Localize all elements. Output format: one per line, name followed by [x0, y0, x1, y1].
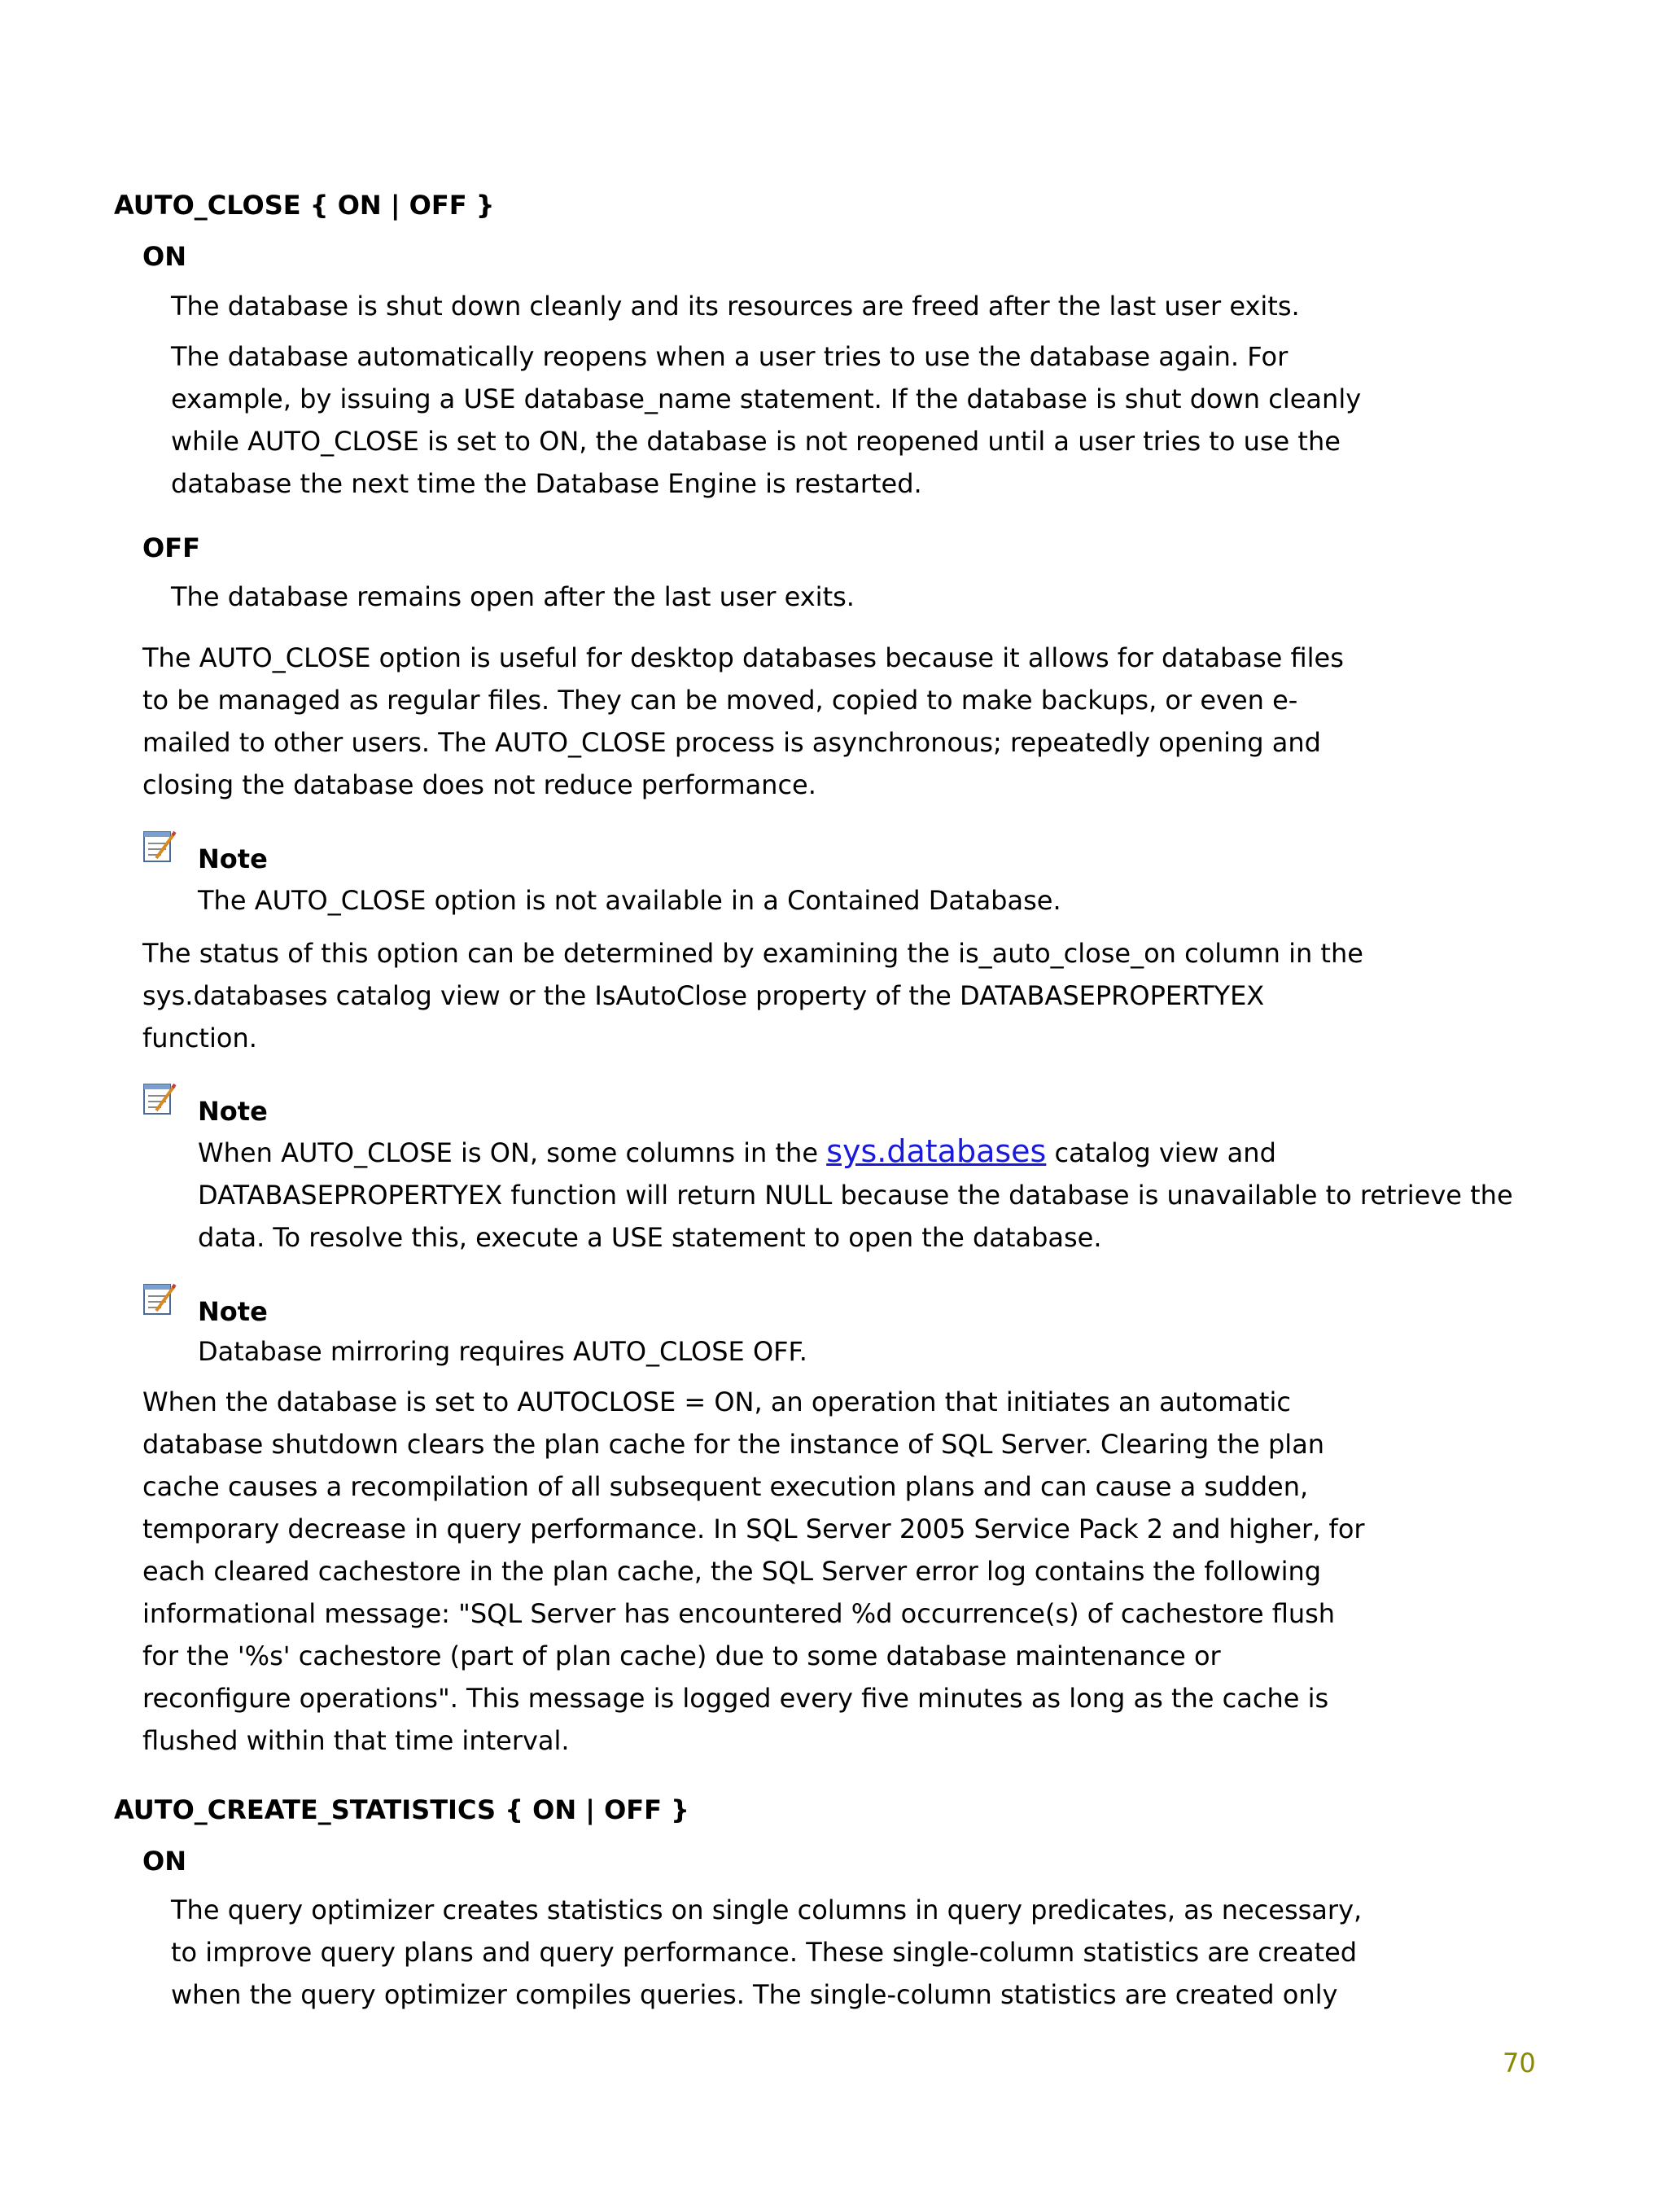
- text-line: function.: [142, 1023, 257, 1053]
- term-on: ON: [142, 1846, 186, 1877]
- text-line: database shutdown clears the plan cache for the instance of SQL Server. Clearing the plan: [142, 1429, 1325, 1460]
- term-on: ON: [142, 241, 186, 272]
- plan-cache-paragraph: [142, 1381, 1365, 1762]
- text-line: Database mirroring requires AUTO_CLOSE OFF.: [198, 1336, 807, 1367]
- text-line: mailed to other users. The AUTO_CLOSE process is asynchronous; repeatedly opening and: [142, 727, 1321, 758]
- statistics-on-description: [171, 1889, 1363, 2016]
- text-line: sys.databases catalog view or the IsAutoClose property of the DATABASEPROPERTYEX: [142, 980, 1265, 1011]
- text-line: The database is shut down cleanly and its resources are freed after the last user exits.: [171, 291, 1300, 322]
- text-line: [198, 1130, 1443, 1174]
- text-line: each cleared cachestore in the plan cache, the SQL Server error log contains the following: [142, 1556, 1322, 1587]
- on-description-2: [171, 335, 1362, 505]
- text-fragment: When AUTO_CLOSE is ON, some columns in the: [198, 1137, 827, 1168]
- sys-databases-link[interactable]: sys.databases: [826, 1133, 1047, 1169]
- note-title: Note: [198, 1096, 268, 1127]
- text-line: for the '%s' cachestore (part of plan cache) due to some database maintenance or: [142, 1640, 1221, 1671]
- term-off: OFF: [142, 532, 200, 563]
- section-heading-auto-create-statistics: AUTO_CREATE_STATISTICS { ON | OFF }: [114, 1794, 689, 1825]
- text-line: database the next time the Database Engine is restarted.: [171, 468, 922, 499]
- text-line: The database remains open after the last user exits.: [171, 581, 855, 612]
- text-line: temporary decrease in query performance. In SQL Server 2005 Service Pack 2 and higher, for: [142, 1513, 1365, 1544]
- note-text: [198, 879, 1443, 922]
- usage-paragraph: [142, 637, 1344, 806]
- text-line: to be managed as regular files. They can be moved, copied to make backups, or even e-: [142, 685, 1298, 716]
- note-text: [198, 1130, 1513, 1259]
- text-line: to improve query plans and query performance. These single-column statistics are created: [171, 1937, 1358, 1968]
- text-line: flushed within that time interval.: [142, 1725, 570, 1756]
- section-heading-auto-close: AUTO_CLOSE { ON | OFF }: [114, 190, 495, 221]
- note-title: Note: [198, 843, 268, 874]
- note-text: [198, 1330, 1443, 1373]
- page-number: 70: [1503, 2048, 1536, 2078]
- text-line: reconfigure operations". This message is logged every five minutes as long as the cache is: [142, 1683, 1329, 1714]
- on-description-1: [171, 285, 1310, 327]
- text-line: while AUTO_CLOSE is set to ON, the database is not reopened until a user tries to use the: [171, 426, 1341, 457]
- text-line: The AUTO_CLOSE option is not available in a Contained Database.: [198, 885, 1061, 916]
- text-line: data. To resolve this, execute a USE statement to open the database.: [198, 1222, 1102, 1253]
- text-line: The query optimizer creates statistics on single columns in query predicates, as necessary,: [171, 1894, 1363, 1925]
- text-line: When the database is set to AUTOCLOSE = ON, an operation that initiates an automatic: [142, 1386, 1291, 1417]
- text-line: DATABASEPROPERTYEX function will return NULL because the database is unavailable to retrieve the: [198, 1180, 1513, 1211]
- text-line: The database automatically reopens when a user tries to use the database again. For: [171, 341, 1289, 372]
- text-line: when the query optimizer compiles queries. The single-column statistics are created only: [171, 1979, 1338, 2010]
- note-icon: [140, 1280, 177, 1317]
- text-line: The AUTO_CLOSE option is useful for desktop databases because it allows for database files: [142, 642, 1344, 673]
- text-line: informational message: "SQL Server has encountered %d occurrence(s) of cachestore flush: [142, 1598, 1336, 1629]
- status-paragraph: [142, 932, 1363, 1059]
- text-line: closing the database does not reduce performance.: [142, 769, 816, 800]
- text-fragment: catalog view and: [1046, 1137, 1276, 1168]
- text-line: cache causes a recompilation of all subsequent execution plans and can cause a sudden,: [142, 1471, 1309, 1502]
- note-icon: [140, 827, 177, 865]
- note-title: Note: [198, 1296, 268, 1327]
- text-line: example, by issuing a USE database_name statement. If the database is shut down cleanly: [171, 383, 1362, 414]
- note-icon: [140, 1080, 177, 1117]
- off-description: [171, 576, 1310, 618]
- text-line: The status of this option can be determined by examining the is_auto_close_on column in the: [142, 938, 1363, 969]
